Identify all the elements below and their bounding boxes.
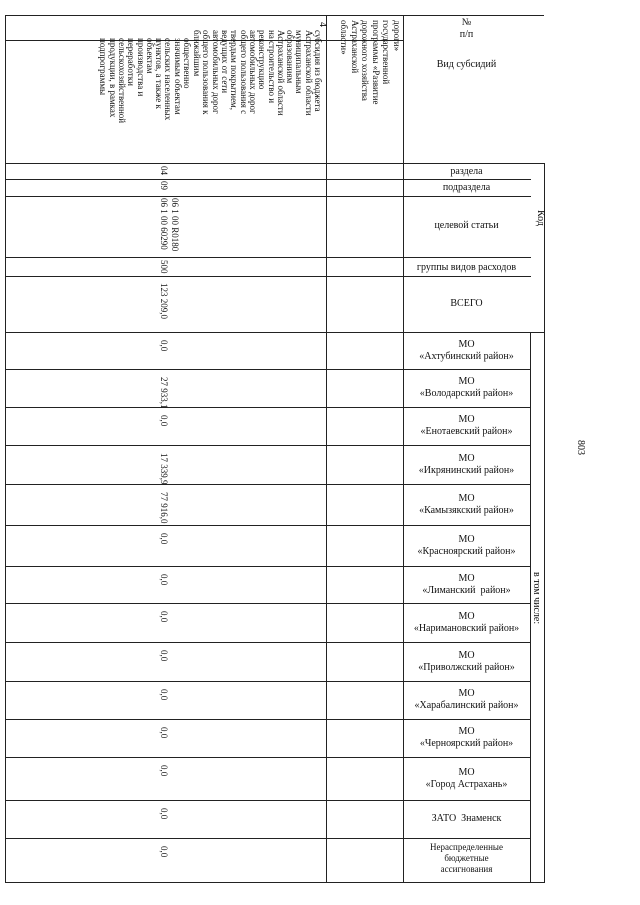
municipality-name: «Ахтубинский район» [419,350,514,362]
municipality-name: «Наримановский район» [413,622,520,634]
municipality-prefix: МО [458,414,475,425]
municipality-prefix: МО [458,533,475,545]
municipality-value-3: 0,0 [159,415,169,427]
municipality-prefix: МО [458,610,475,622]
municipality-name: «Володарский район» [419,388,514,399]
municipality-name: «Приволжский район» [418,661,515,673]
target-code-1: 06 1 00 R0180 [170,198,180,252]
municipality-value-9: 0,0 [159,650,169,662]
municipality-value-13: 0,0 [159,808,169,820]
municipality-name: Нераспределенные бюджетные ассигнования [430,842,503,874]
municipality-header-8 [403,611,530,635]
municipality-name: «Енотаевский район» [420,426,513,437]
municipality-value-12: 0,0 [159,765,169,777]
page-number: 803 [575,440,586,455]
municipality-value-11: 0,0 [159,727,169,739]
code-subsection-header: подраздела [442,182,491,193]
subsidy-type-header: Вид субсидий [436,59,497,70]
municipality-prefix: МО [458,492,475,504]
municipality-value-7: 0,0 [159,574,169,586]
municipality-header-9 [403,650,530,674]
municipality-name: «Камызякский район» [419,504,514,516]
municipality-value-6: 0,0 [159,533,169,545]
municipality-header-12 [403,767,530,791]
municipality-header-4 [403,453,530,477]
including-label: в том числе: [531,572,542,625]
row-description-2: общественно значимым объектам сельских населенных пунктов, а также к объектам производства и переработки сельскохозяйственной продукции, в рамках подпрограммы [98,38,192,124]
total-value: 123 209,0 [159,283,169,319]
municipality-header-1 [403,339,530,363]
code-section-header: раздела [450,166,483,177]
municipality-header-6 [403,534,530,558]
municipality-value-1: 0,0 [159,340,169,352]
code-group-label: Код [535,210,546,226]
municipality-prefix: МО [458,688,475,699]
group-code: 500 [159,260,169,274]
section-code: 04 [159,166,169,175]
subsection-code: 09 [159,181,169,190]
municipality-value-10: 0,0 [159,689,169,701]
municipality-name: «Город Астрахань» [425,778,508,790]
municipality-header-3 [403,414,530,438]
code-group-header: группы видов расходов [416,262,517,273]
municipality-name: «Харабалинский район» [414,700,519,711]
total-header: ВСЕГО [450,298,483,309]
target-code-2: 06 1 00 60290 [159,198,169,250]
municipality-prefix: МО [458,649,475,661]
municipality-header-5 [403,493,530,517]
municipality-prefix: МО [458,338,475,350]
municipality-value-14: 0,0 [159,846,169,858]
municipality-value-5: 77 916,0 [159,492,169,524]
row-number: 4 [317,22,328,27]
municipality-name: ЗАТО Знаменск [431,813,502,824]
municipality-prefix: МО [458,766,475,778]
municipality-header-11 [403,726,530,750]
municipality-name: «Икрянинский район» [418,464,515,476]
municipality-prefix: МО [458,452,475,464]
municipality-header-10 [403,688,530,712]
municipality-value-4: 17 339,9 [159,453,169,485]
municipality-prefix: МО [458,572,475,584]
prev-row-text: дороги» государственной программы «Развитие дорожного хозяйства Астраханской области» [339,20,402,105]
municipality-name: «Лиманский район» [422,584,511,596]
municipality-value-8: 0,0 [159,611,169,623]
municipality-prefix: МО [458,376,475,387]
municipality-name: «Черноярский район» [419,738,514,749]
number-column-header: № п/п [459,17,474,40]
code-target-header: целевой статьи [434,220,499,231]
municipality-header-7 [403,573,530,597]
municipality-header-14 [403,842,530,875]
municipality-value-2: 27 933,1 [159,377,169,409]
row-description-1: субсидия из бюджета Астраханской области муниципальным образованиям Астраханской области на строительство и реконструкцию автомобильных дорог общего пользования с твердым покрытием, ведущих от сети автомобильных дорог общего пользования к ближайшим [192,30,323,116]
municipality-name: «Красноярский район» [417,545,516,557]
municipality-header-13 [403,813,530,825]
municipality-header-2 [403,376,530,400]
municipality-prefix: МО [458,726,475,737]
